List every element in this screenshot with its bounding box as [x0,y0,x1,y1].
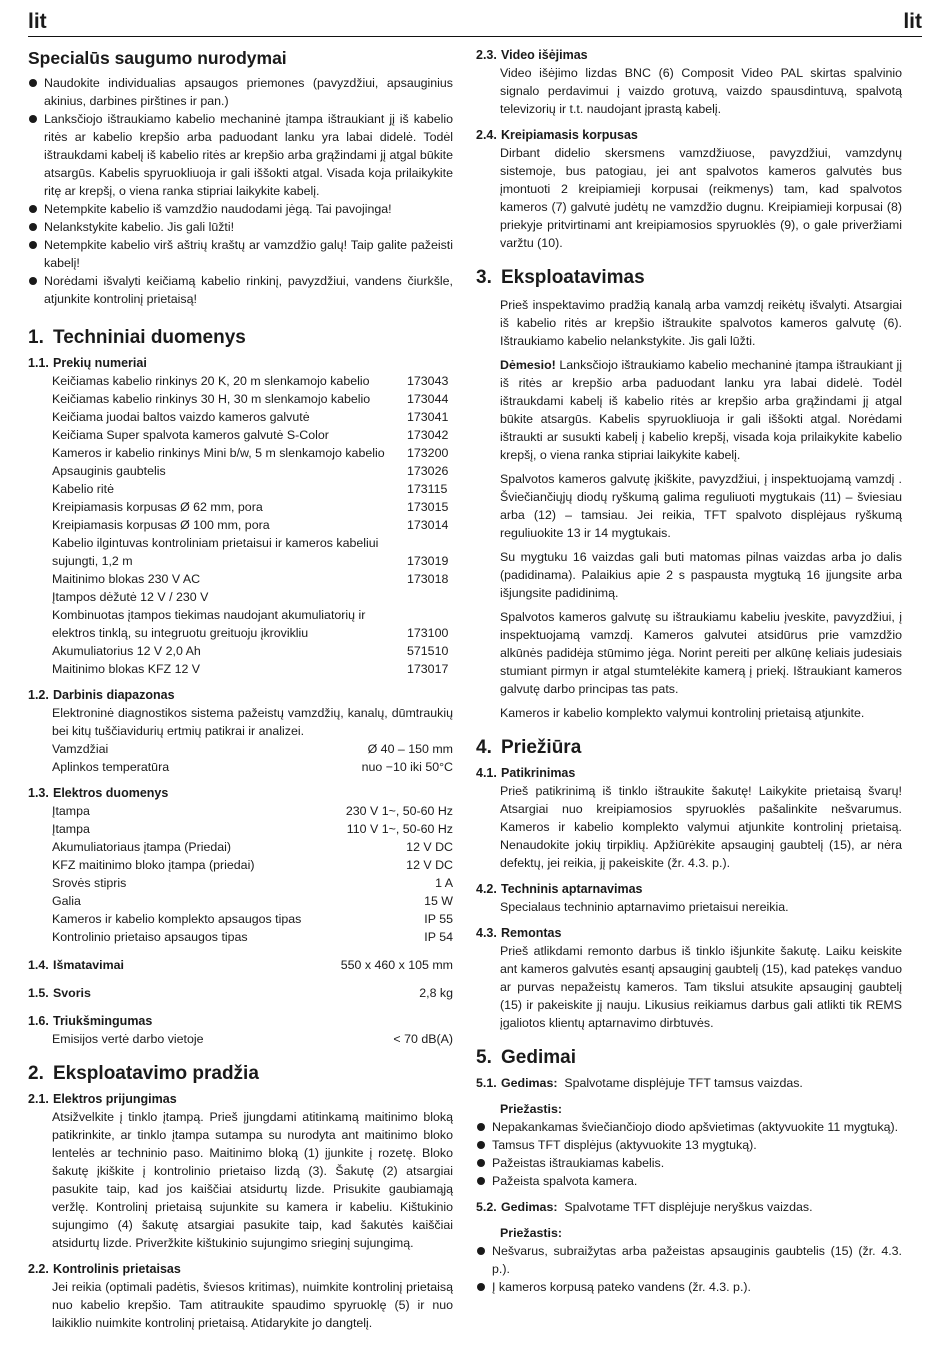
section-1-6-title: 1.6. Triukšmingumas [28,1014,153,1028]
table-row [52,498,453,516]
row-value: 12 V DC [406,840,453,854]
row-value [403,534,453,552]
row-value: 230 V 1~, 50-60 Hz [345,804,453,818]
section-2-3-title: 2.3. Video išėjimas [476,48,588,62]
language-tag-left: lit [28,10,47,33]
row-value: Ø 40 – 150 mm [367,742,453,756]
bullet-icon [29,223,37,231]
section-3-title: 3. Eksploatavimas [476,267,645,288]
row-label: Keičiama juodai baltos vaizdo kameros galvutė [52,410,310,424]
row-label: Kabelio ilgintuvas kontroliniam prietaisui ir kameros kabeliui [52,536,379,550]
row-value: 110 V 1~, 50-60 Hz [346,822,453,836]
noise-label: Emisijos vertė darbo vietoje [52,1032,204,1046]
table-row [52,390,453,408]
operation-paragraph: Spalvotos kameros galvutę įkiškite, pavyzdžiui, į inspektuojamą vamzdį . Šviečiančiųjų diodų ryškumą galima reguliuoti mygtukais (11) – šviesiau arba (12) – tamsiau. Jei reikia, TFT spalvoto displėjaus ryškumą reguliuokite 13 ir 14 mygtukais. [500,472,902,540]
table-row [52,642,453,660]
bullet-text: Lanksčiojo ištraukiamo kabelio mechaninė įtampa ištraukiant jį iš kabelio ritės ar kabelio krepšio arba paduodant lanku yra labai didelė. Todėl ištraukdami kabelį iš kabelio ritės ar krepšio arba grąžindami jį atgal būkite atsargūs. Kabelis spyruokliuoja ir gali iššokti atgal. Visada koja prilaikykite ritę ar krepšį, o viena ranka stipriai laikykite kabelį. [44,112,453,198]
table-row [52,660,453,678]
section-1-3-title: 1.3. Elektros duomenys [28,786,169,800]
row-value: 1 A [435,876,453,890]
row-label: Akumuliatoriaus įtampa (Priedai) [52,840,232,854]
noise-table [52,1030,453,1048]
row-label: Įtampa [52,804,90,818]
list-item: Į kameros korpusą pateko vandens (žr. 4.3. p.). [476,1278,902,1296]
table-row [52,820,453,838]
row-value [403,588,453,606]
section-1-title: 1. Techniniai duomenys [28,327,246,348]
section-4-3-title: 4.3. Remontas [476,926,562,940]
row-label: Maitinimo blokas KFZ 12 V [52,662,201,676]
table-row [52,534,453,552]
row-value: 173115 [407,482,448,496]
operation-paragraph: Prieš inspektavimo pradžią kanalą arba vamzdį reikėtų išvalyti. Atsargiai iš kabelio ritės ar krepšio ištraukite spalvotos kameros galvutę (6). Ištraukiamo kabelio nelankstykite. Jis gali lūžti. [500,298,902,348]
row-value: 173014 [407,518,449,532]
row-value: 173042 [407,428,449,442]
cause-label: Priežastis: [500,1102,562,1116]
row-value: IP 55 [424,912,453,926]
inspection-text: Prieš patikrinimą iš tinklo ištraukite šakutę! Laikykite prietaisą švarų! Atsargiai nuo kreipiamosios spyruoklės pašalinkite nešvarumus. Kameros ir kabelio komplekto valymui atjunkite kontrolinį prietaisą. Nenaudokite jokių tirpiklių. Apžiūrėkite apsauginį gaubtelį (15), ar nėra defektų, jei reikia, jį pakeiskite (žr. 4.3. p.). [500,784,902,870]
video-output-text: Video išėjimo lizdas BNC (6) Composit Video PAL skirtas spalvinio signalo perdavimui į vaizdo grotuvą, vaizdo spausdintuvą, spalvotą televizorių ir t.t. naudojant įprastą kabelį. [500,66,902,116]
row-label: Apsauginis gaubtelis [52,464,166,478]
right-column [476,46,902,1296]
section-1-1-title: 1.1. Prekių numeriai [28,356,147,370]
fault-5-1: 5.1. Gedimas: Spalvotame displėjuje TFT tamsus vaizdas. [476,1076,803,1090]
row-label: Aplinkos temperatūra [52,760,170,774]
bullet-icon [29,277,37,285]
attention-label: Dėmesio! [500,358,556,372]
list-item: Pažeista spalvota kamera. [476,1172,902,1190]
list-item [28,74,453,110]
row-label: Galia [52,894,81,908]
row-label: Kameros ir kabelio komplekto apsaugos tipas [52,912,302,926]
row-value: 173041 [407,410,449,424]
row-value: 173044 [407,392,449,406]
bullet-icon [29,79,37,87]
row-label: Kreipiamasis korpusas Ø 62 mm, pora [52,500,263,514]
row-value: 173019 [407,554,449,568]
list-item [28,218,453,236]
table-row [52,740,453,758]
list-item: Nepakankamas šviečiančiojo diodo apšvietimas (aktyvuokite 11 mygtuką). [476,1118,902,1136]
bullet-text: Netempkite kabelio virš aštrių kraštų ar vamzdžio galų! Taip galite pažeisti kabelį! [44,238,453,270]
table-row [52,758,453,776]
row-value: 173026 [407,464,449,478]
list-item: Tamsus TFT displėjus (aktyvuokite 13 mygtuką). [476,1136,902,1154]
section-2-title: 2. Eksploatavimo pradžia [28,1063,259,1084]
weight-row: 1.5. Svoris 2,8 kg [28,986,453,1000]
repair-text: Prieš atlikdami remonto darbus iš tinklo išjunkite šakutę. Laiku keiskite ant kameros galvutės esantį apsauginį gaubtelį (15), kad patekęs vanduo ar purvas nepažeistų kameros. Tam tikslui atsukite apsauginį gaubtelį (15) ir pakeiskite jį nauju. Likusius reikiamus darbus gali atlikti tik REMS įgaliotos klientų aptarnavimo dirbtuvės. [500,944,902,1030]
section-2-1-title: 2.1. Elektros prijungimas [28,1092,177,1106]
table-row [52,606,453,624]
list-item [28,272,453,308]
electrical-data-table [52,802,453,946]
bullet-text: Naudokite individualias apsaugos priemones (pavyzdžiui, apsauginius akinius, darbines pirštines ir pan.) [44,76,453,108]
row-label: Keičiama Super spalvota kameros galvutė S-Color [52,428,329,442]
table-row [52,910,453,928]
bullet-icon [477,1283,485,1291]
row-label: Akumuliatorius 12 V 2,0 Ah [52,644,201,658]
safety-title: Specialūs saugumo nurodymai [28,48,287,68]
table-row [52,588,453,606]
article-numbers-table [52,372,453,678]
bullet-icon [477,1123,485,1131]
fault-5-2: 5.2. Gedimas: Spalvotame TFT displėjuje neryškus vaizdas. [476,1200,813,1214]
table-row [52,426,453,444]
cause-list [476,1118,902,1190]
electrical-connection-text: Atsižvelkite į tinklo įtampą. Prieš įjungdami atitinkamą maitinimo bloką patikrinkite, ar tinklo įtampa sutampa su nurodyta ant maitinimo bloko lentelės ar techninio paso. Maitinimo bloką (1) įjunkite į rozetę. Bloko šakutę įkiškite į kontrolinio prietaiso lizdą (3). Šakutę (2) atsargiai pasukite taip, kad jos kaiščiai atsidurtų lizde. Prisukite gaubiamąją veržlę. Kontrolinį prietaisą sujunkite su kamera ir kabeliu. Kištukinio sujungimo (4) šakutę atsargiai pasukite taip, kad šakutės kaiščiai atsidurtų lizde. Priveržkite kištukinio sujungimo srieginį sujungimą. [52,1110,453,1250]
bullet-icon [477,1159,485,1167]
row-label: Įtampa [52,822,90,836]
list-item [28,236,453,272]
table-row [52,516,453,534]
safety-list [28,74,453,308]
table-row [52,838,453,856]
section-2-4-title: 2.4. Kreipiamasis korpusas [476,128,638,142]
table-row [52,408,453,426]
bullet-text: Netempkite kabelio iš vamzdžio naudodami jėgą. Tai pavojinga! [44,202,392,216]
list-item: Pažeistas ištraukiamas kabelis. [476,1154,902,1172]
row-value: nuo −10 iki 50°C [361,760,453,774]
bullet-text: Nelankstykite kabelio. Jis gali lūžti! [44,220,235,234]
row-value: 15 W [424,894,453,908]
table-row [52,444,453,462]
section-1-2-title: 1.2. Darbinis diapazonas [28,688,175,702]
row-label: Keičiamas kabelio rinkinys 20 K, 20 m slenkamojo kabelio [52,374,370,388]
operation-paragraph: Kameros ir kabelio komplekto valymui kontrolinį prietaisą atjunkite. [500,706,865,720]
table-row [52,856,453,874]
table-row [52,874,453,892]
table-row [52,372,453,390]
bullet-icon [477,1141,485,1149]
working-range-table [52,740,453,776]
bullet-text: Norėdami išvalyti keičiamą kabelio rinkinį, pavyzdžiui, vandens čiurkšle, atjunkite kontrolinį prietaisą! [44,274,453,306]
servicing-text: Specialaus techninio aptarnavimo prietaisui nereikia. [500,900,789,914]
list-item [28,200,453,218]
page-header [28,6,922,37]
row-label: Kameros ir kabelio rinkinys Mini b/w, 5 m slenkamojo kabelio [52,446,385,460]
noise-value: < 70 dB(A) [393,1032,453,1046]
section-5-title: 5. Gedimai [476,1047,576,1068]
list-item [28,110,453,200]
row-label: Maitinimo blokas 230 V AC [52,572,201,586]
cause-list [476,1242,902,1296]
row-value: 173017 [407,662,449,676]
bullet-icon [29,205,37,213]
table-row [52,928,453,946]
row-label: elektros tinklą, su integruotu greituoju įkrovikliu [52,626,309,640]
table-row [52,892,453,910]
table-row [52,802,453,820]
dimensions-value: 550 x 460 x 105 mm [340,958,453,972]
section-2-2-title: 2.2. Kontrolinis prietaisas [28,1262,181,1276]
row-label: Kontrolinio prietaiso apsaugos tipas [52,930,248,944]
row-value [403,606,453,624]
table-row [52,552,453,570]
weight-value: 2,8 kg [419,986,453,1000]
row-label: Kabelio ritė [52,482,114,496]
table-row [52,462,453,480]
row-value: 173043 [407,374,449,388]
row-value: IP 54 [424,930,453,944]
row-label: Vamzdžiai [52,742,109,756]
bullet-icon [477,1247,485,1255]
row-value: 571510 [407,644,449,658]
guide-housing-text: Dirbant didelio skersmens vamzdžiuose, pavyzdžiui, vamzdynų sistemoje, bus patogiau, jei ant spalvotos kameros galvutės bus įmontuoti 2 kreipiamieji korpusai (reikmenys) tam, kad spalvotos kameros (7) galvutė judėtų ne vamzdžio dugnu. Kreipiamieji korpusai (8) priekyje pritvirtinami ant kreipiamosios spyruoklės (9), o gale priveržiami varžtu (10). [500,146,902,250]
bullet-icon [29,115,37,123]
left-column [28,46,453,1332]
row-label: Kreipiamasis korpusas Ø 100 mm, pora [52,518,270,532]
row-label: sujungti, 1,2 m [52,554,133,568]
row-value: 173200 [407,446,449,460]
row-value: 173015 [407,500,449,514]
section-4-2-title: 4.2. Techninis aptarnavimas [476,882,643,896]
section-4-title: 4. Priežiūra [476,737,582,758]
table-row [52,570,453,588]
bullet-icon [477,1177,485,1185]
table-row [52,624,453,642]
operation-paragraph: Spalvotos kameros galvutę su ištraukiamu kabeliu įveskite, pavyzdžiui, į inspektuojamą vamzdį. Kameros galvutei atsidūrus prie vamzdžio alkūnės padidėja stūmimo jėga. Norint pereiti per alkūnę keliais judesiais stumiant pirmyn ir atgal stumtelėkite kamerą į priekį. Ištraukiant kameros galvutę darbo principas tas pats. [500,610,902,696]
row-value: 173018 [407,572,449,586]
list-item: Nešvarus, subraižytas arba pažeistas apsauginis gaubtelis (15) (žr. 4.3. p.). [476,1242,902,1278]
control-unit-text: Jei reikia (optimali padėtis, šviesos kritimas), nuimkite kontrolinį prietaisą nuo kabelio krepšio. Tam atitraukite spaudimo spyruoklę (5) ir nuo laikiklio nuimkite kontrolinį prietaisą. Atidarykite jo dangtelį. [52,1280,453,1330]
row-label: Srovės stipris [52,876,127,890]
row-label: KFZ maitinimo bloko įtampa (priedai) [52,858,255,872]
row-value: 173100 [407,626,449,640]
row-label: Keičiamas kabelio rinkinys 30 H, 30 m slenkamojo kabelio [52,392,371,406]
language-tag-right: lit [903,10,922,33]
attention-paragraph: Dėmesio! Lanksčiojo ištraukiamo kabelio mechaninė įtampa ištraukiant jį iš ritės ar krepšio arba paduodant lanku yra labai didelė. Todėl ištraukdami kabelį iš kabelio ritės ar krepšio arba grąžindami jį atgal būkite atsargūs. Kabelis spyruokliuoja ir gali iššokti atgal. Norėdami ištraukti ar susukti kabelį į kabelio krepšį, visada koja prilaikykite kabelio krepšį, o viena ranka stipriai laikykite kabelį. [500,358,902,462]
bullet-icon [29,241,37,249]
dimensions-row: 1.4. Išmatavimai 550 x 460 x 105 mm [28,958,453,972]
working-range-text: Elektroninė diagnostikos sistema pažeistų vamzdžių, kanalų, dūmtraukių bei kitų tuščiavidurių ertmių patikrai ir analizei. [52,706,453,738]
section-4-1-title: 4.1. Patikrinimas [476,766,576,780]
table-row [52,480,453,498]
row-label: Kombinuotas įtampos tiekimas naudojant akumuliatorių ir [52,608,366,622]
cause-label: Priežastis: [500,1226,562,1240]
row-value: 12 V DC [406,858,453,872]
operation-paragraph: Su mygtuku 16 vaizdas gali buti matomas pilnas vaizdas arba jo dalis (padidinama). Palaikius apie 2 s paspausta mygtuką 16 įjungsite arba išjungsite padidinimą. [500,550,902,600]
row-label: Įtampos dėžutė 12 V / 230 V [52,590,209,604]
